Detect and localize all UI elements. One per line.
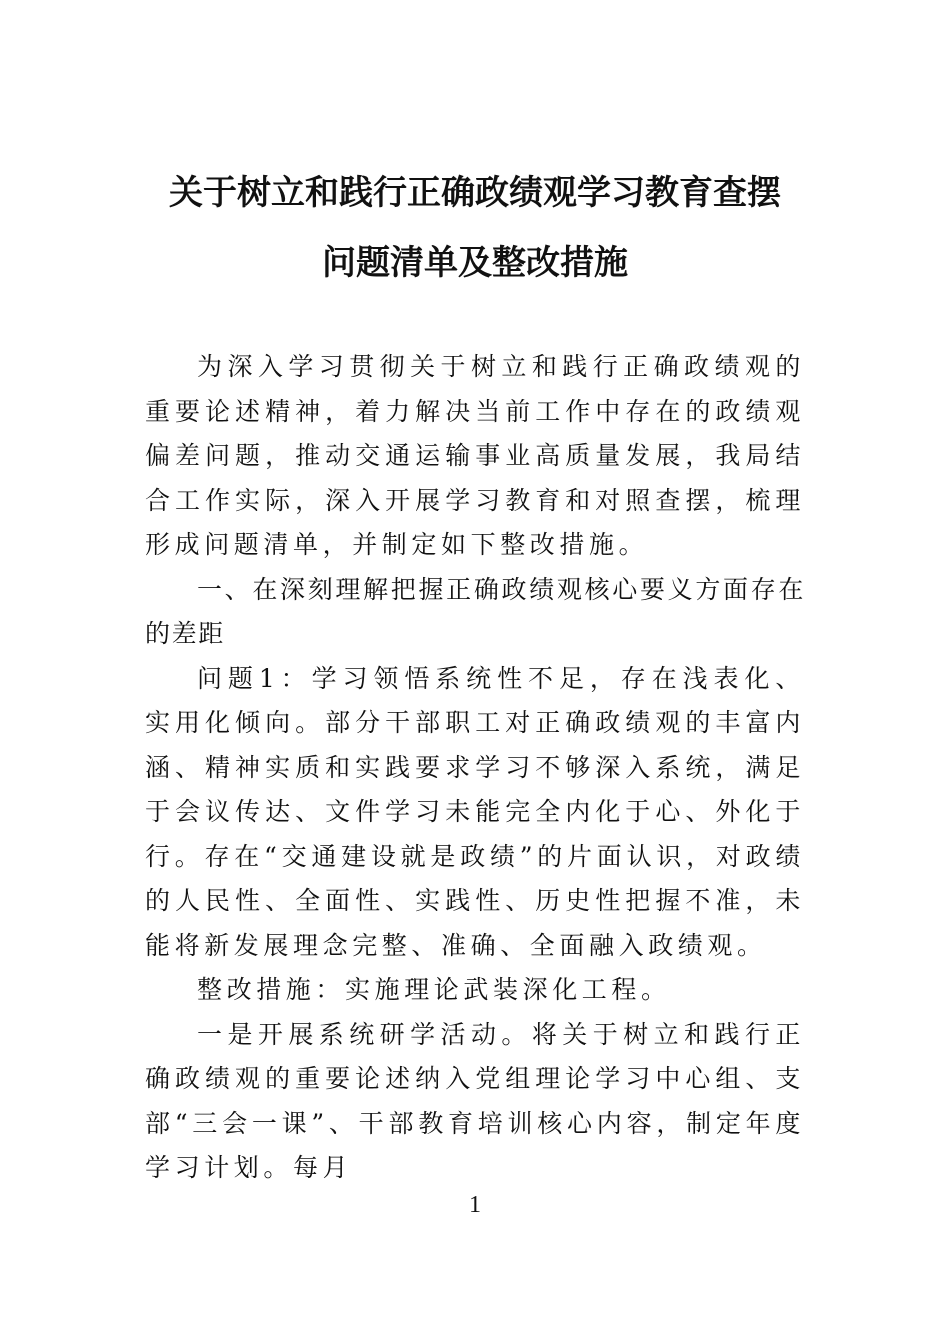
intro-paragraph: 为深入学习贯彻关于树立和践行正确政绩观的重要论述精神，着力解决当前工作中存在的政绩观偏差问题，推动交通运输事业高质量发展，我局结合工作实际，深入开展学习教育和对照查摆，梳理形成问题清单，并制定如下整改措施。 [145, 352, 805, 559]
page-number: 1 [469, 1192, 481, 1218]
measure-item-1-paragraph: 一是开展系统研学活动。将关于树立和践行正确政绩观的重要论述纳入党组理论学习中心组、支部“三会一课”、干部教育培训核心内容，制定年度学习计划。每月 [145, 1019, 805, 1182]
section-heading-1: 一、在深刻理解把握正确政绩观核心要义方面存在的差距 [145, 574, 805, 648]
document-title-line-1: 关于树立和践行正确政绩观学习教育查摆 [169, 173, 781, 213]
document-title-line-2: 问题清单及整改措施 [322, 243, 628, 283]
rectification-measure-paragraph: 整改措施：实施理论武装深化工程。 [197, 975, 671, 1004]
problem-1-paragraph: 问题1：学习领悟系统性不足，存在浅表化、实用化倾向。部分干部职工对正确政绩观的丰富内涵、精神实质和实践要求学习不够深入系统，满足于会议传达、文件学习未能完全内化于心、外化于行。存在“交通建设就是政绩”的片面认识，对政绩的人民性、全面性、实践性、历史性把握不准，未能将新发展理念完整、准确、全面融入政绩观。 [145, 663, 805, 960]
document-body [145, 345, 805, 1191]
